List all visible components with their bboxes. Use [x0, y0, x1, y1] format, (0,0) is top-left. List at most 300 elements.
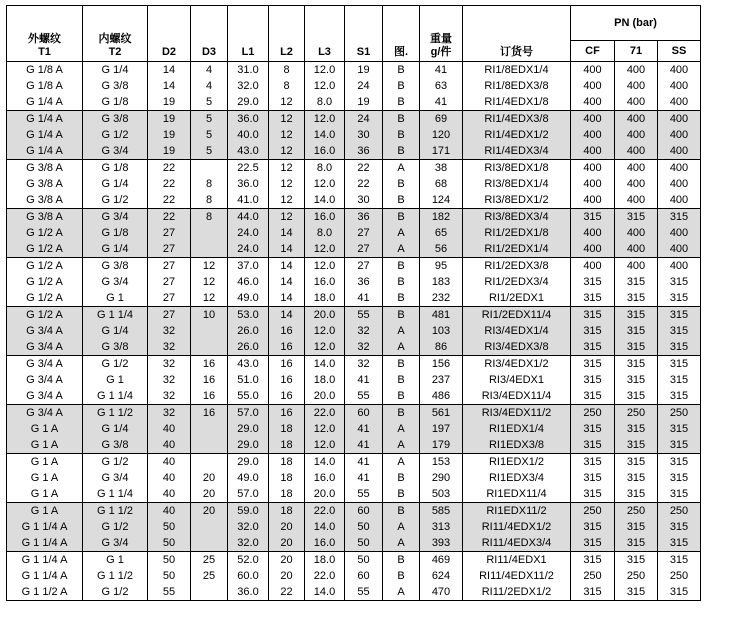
cell-d2: 27 [148, 290, 191, 307]
cell-t2: G 1/4 [83, 176, 148, 192]
cell-s1: 41 [345, 454, 383, 471]
cell-pn-cf: 315 [571, 290, 615, 307]
cell-t1: G 1 A [7, 454, 83, 471]
cell-order-no: RI3/4EDX11/2 [463, 405, 571, 422]
cell-fig: B [383, 78, 420, 94]
cell-pn-ss: 250 [658, 405, 701, 422]
cell-d2: 14 [148, 62, 191, 79]
cell-l2: 18 [269, 486, 305, 503]
cell-pn-cf: 315 [571, 274, 615, 290]
cell-weight: 41 [420, 94, 463, 111]
cell-s1: 41 [345, 470, 383, 486]
cell-fig: A [383, 323, 420, 339]
cell-fig: A [383, 339, 420, 356]
table-row [7, 421, 701, 437]
col-header-cf: CF [571, 41, 615, 62]
cell-pn-cf: 315 [571, 339, 615, 356]
table-row [7, 241, 701, 258]
cell-s1: 32 [345, 356, 383, 373]
cell-l3: 20.0 [305, 486, 345, 503]
cell-pn-ss: 315 [658, 519, 701, 535]
cell-l1: 57.0 [228, 486, 269, 503]
cell-d2: 22 [148, 192, 191, 209]
cell-fig: B [383, 372, 420, 388]
cell-pn-cf: 315 [571, 421, 615, 437]
cell-pn-71: 315 [615, 356, 658, 373]
cell-order-no: RI1/8EDX1/4 [463, 62, 571, 79]
cell-d2: 32 [148, 388, 191, 405]
cell-weight: 86 [420, 339, 463, 356]
cell-d3: 12 [191, 274, 228, 290]
cell-t2: G 1 1/2 [83, 568, 148, 584]
cell-fig: A [383, 225, 420, 241]
cell-t2: G 1/8 [83, 160, 148, 177]
cell-fig: B [383, 192, 420, 209]
cell-t1: G 3/4 A [7, 405, 83, 422]
cell-t1: G 3/4 A [7, 356, 83, 373]
cell-order-no: RI1/2EDX1 [463, 290, 571, 307]
cell-s1: 32 [345, 339, 383, 356]
cell-order-no: RI3/8EDX1/4 [463, 176, 571, 192]
cell-weight: 232 [420, 290, 463, 307]
cell-l3: 22.0 [305, 405, 345, 422]
cell-weight: 486 [420, 388, 463, 405]
cell-pn-cf: 315 [571, 535, 615, 552]
cell-t2: G 1 [83, 372, 148, 388]
cell-pn-cf: 400 [571, 176, 615, 192]
cell-d2: 32 [148, 405, 191, 422]
cell-t1: G 3/4 A [7, 388, 83, 405]
cell-t2: G 1/8 [83, 225, 148, 241]
cell-s1: 30 [345, 127, 383, 143]
cell-s1: 41 [345, 437, 383, 454]
cell-pn-ss: 315 [658, 486, 701, 503]
table-row [7, 470, 701, 486]
table-row [7, 535, 701, 552]
cell-t2: G 1 1/4 [83, 388, 148, 405]
cell-l1: 29.0 [228, 94, 269, 111]
cell-l2: 12 [269, 143, 305, 160]
cell-l3: 8.0 [305, 160, 345, 177]
cell-d2: 32 [148, 372, 191, 388]
cell-pn-71: 315 [615, 290, 658, 307]
cell-t2: G 3/8 [83, 339, 148, 356]
col-header-weight-line2: g/件 [430, 46, 452, 58]
cell-l1: 29.0 [228, 437, 269, 454]
cell-pn-ss: 315 [658, 470, 701, 486]
cell-t1: G 1/2 A [7, 241, 83, 258]
cell-weight: 393 [420, 535, 463, 552]
cell-pn-ss: 250 [658, 503, 701, 520]
cell-t2: G 1/4 [83, 62, 148, 79]
table-row [7, 258, 701, 275]
cell-pn-cf: 315 [571, 209, 615, 226]
cell-pn-ss: 400 [658, 127, 701, 143]
cell-pn-71: 400 [615, 225, 658, 241]
cell-pn-71: 315 [615, 209, 658, 226]
cell-t1: G 1/4 A [7, 94, 83, 111]
cell-d3 [191, 437, 228, 454]
cell-order-no: RI1/4EDX3/4 [463, 143, 571, 160]
cell-d3 [191, 225, 228, 241]
cell-l2: 16 [269, 388, 305, 405]
cell-t1: G 3/4 A [7, 339, 83, 356]
cell-s1: 30 [345, 192, 383, 209]
cell-l3: 16.0 [305, 209, 345, 226]
cell-s1: 27 [345, 241, 383, 258]
cell-l2: 12 [269, 94, 305, 111]
cell-weight: 179 [420, 437, 463, 454]
cell-l2: 20 [269, 535, 305, 552]
cell-s1: 19 [345, 94, 383, 111]
cell-d3 [191, 584, 228, 601]
cell-order-no: RI3/8EDX3/4 [463, 209, 571, 226]
cell-weight: 124 [420, 192, 463, 209]
cell-pn-cf: 400 [571, 127, 615, 143]
cell-t2: G 1/8 [83, 94, 148, 111]
cell-fig: B [383, 503, 420, 520]
cell-weight: 95 [420, 258, 463, 275]
cell-l3: 18.0 [305, 372, 345, 388]
cell-pn-ss: 315 [658, 552, 701, 569]
cell-fig: B [383, 356, 420, 373]
cell-t2: G 1/2 [83, 356, 148, 373]
cell-pn-ss: 400 [658, 192, 701, 209]
table-row [7, 503, 701, 520]
cell-order-no: RI1/2EDX1/4 [463, 241, 571, 258]
cell-t2: G 1/2 [83, 454, 148, 471]
cell-d3: 16 [191, 388, 228, 405]
cell-l1: 36.0 [228, 176, 269, 192]
cell-d3: 10 [191, 307, 228, 324]
cell-t2: G 1/4 [83, 323, 148, 339]
cell-t2: G 3/4 [83, 143, 148, 160]
cell-l2: 16 [269, 339, 305, 356]
cell-l3: 12.0 [305, 258, 345, 275]
cell-t1: G 1 1/2 A [7, 584, 83, 601]
cell-l3: 12.0 [305, 421, 345, 437]
cell-l2: 14 [269, 258, 305, 275]
cell-l3: 12.0 [305, 323, 345, 339]
cell-t2: G 1 1/2 [83, 405, 148, 422]
col-header-t1-line1: 外螺纹 [28, 33, 61, 45]
table-row [7, 290, 701, 307]
cell-d3: 25 [191, 552, 228, 569]
cell-pn-ss: 250 [658, 568, 701, 584]
cell-l3: 16.0 [305, 274, 345, 290]
cell-l1: 49.0 [228, 470, 269, 486]
cell-order-no: RI1EDX1/2 [463, 454, 571, 471]
cell-d3: 20 [191, 486, 228, 503]
cell-fig: B [383, 568, 420, 584]
cell-d2: 27 [148, 274, 191, 290]
cell-order-no: RI3/4EDX1/2 [463, 356, 571, 373]
cell-order-no: RI1/2EDX1/8 [463, 225, 571, 241]
cell-pn-ss: 400 [658, 176, 701, 192]
cell-d3: 12 [191, 290, 228, 307]
cell-pn-ss: 315 [658, 372, 701, 388]
cell-d3: 16 [191, 356, 228, 373]
cell-t1: G 1/2 A [7, 290, 83, 307]
cell-l3: 18.0 [305, 290, 345, 307]
cell-fig: B [383, 274, 420, 290]
cell-l3: 12.0 [305, 78, 345, 94]
cell-l2: 14 [269, 290, 305, 307]
cell-pn-ss: 315 [658, 323, 701, 339]
cell-l3: 14.0 [305, 127, 345, 143]
cell-t2: G 1 [83, 290, 148, 307]
cell-d3 [191, 454, 228, 471]
cell-weight: 470 [420, 584, 463, 601]
cell-pn-71: 315 [615, 519, 658, 535]
cell-d3 [191, 160, 228, 177]
cell-s1: 50 [345, 552, 383, 569]
cell-d2: 40 [148, 486, 191, 503]
cell-l2: 20 [269, 552, 305, 569]
cell-pn-ss: 400 [658, 62, 701, 79]
col-header-t2 [83, 6, 148, 62]
cell-s1: 50 [345, 519, 383, 535]
cell-l2: 14 [269, 274, 305, 290]
col-header-weight-line1: 重量 [430, 33, 452, 45]
table-row [7, 437, 701, 454]
cell-pn-71: 315 [615, 470, 658, 486]
cell-weight: 65 [420, 225, 463, 241]
cell-fig: B [383, 143, 420, 160]
cell-pn-cf: 315 [571, 323, 615, 339]
cell-l1: 40.0 [228, 127, 269, 143]
cell-pn-cf: 315 [571, 356, 615, 373]
cell-l1: 29.0 [228, 454, 269, 471]
cell-d3: 5 [191, 111, 228, 128]
cell-d2: 50 [148, 568, 191, 584]
cell-pn-ss: 315 [658, 437, 701, 454]
cell-pn-cf: 400 [571, 225, 615, 241]
cell-weight: 624 [420, 568, 463, 584]
cell-s1: 27 [345, 225, 383, 241]
cell-fig: B [383, 405, 420, 422]
cell-t2: G 1/2 [83, 519, 148, 535]
cell-t1: G 1 1/4 A [7, 519, 83, 535]
cell-t2: G 3/4 [83, 470, 148, 486]
cell-l1: 53.0 [228, 307, 269, 324]
cell-order-no: RI1/2EDX11/4 [463, 307, 571, 324]
cell-fig: A [383, 421, 420, 437]
cell-weight: 63 [420, 78, 463, 94]
cell-weight: 290 [420, 470, 463, 486]
cell-l2: 12 [269, 160, 305, 177]
cell-l3: 14.0 [305, 192, 345, 209]
cell-s1: 36 [345, 274, 383, 290]
cell-weight: 237 [420, 372, 463, 388]
cell-d3: 8 [191, 192, 228, 209]
cell-pn-ss: 400 [658, 111, 701, 128]
table-row [7, 372, 701, 388]
cell-l2: 12 [269, 209, 305, 226]
cell-l2: 18 [269, 470, 305, 486]
cell-weight: 68 [420, 176, 463, 192]
table-row [7, 209, 701, 226]
cell-l2: 16 [269, 405, 305, 422]
cell-t2: G 3/8 [83, 258, 148, 275]
cell-l1: 51.0 [228, 372, 269, 388]
cell-l2: 18 [269, 437, 305, 454]
cell-pn-71: 315 [615, 307, 658, 324]
cell-l3: 22.0 [305, 503, 345, 520]
cell-pn-71: 250 [615, 503, 658, 520]
cell-pn-ss: 400 [658, 78, 701, 94]
cell-pn-71: 250 [615, 405, 658, 422]
cell-l1: 22.5 [228, 160, 269, 177]
cell-order-no: RI3/8EDX1/8 [463, 160, 571, 177]
table-row [7, 62, 701, 79]
cell-fig: B [383, 552, 420, 569]
cell-t1: G 3/8 A [7, 176, 83, 192]
cell-t1: G 1 A [7, 486, 83, 503]
cell-t2: G 3/4 [83, 209, 148, 226]
cell-t2: G 1 1/2 [83, 503, 148, 520]
table-row [7, 94, 701, 111]
cell-order-no: RI3/8EDX1/2 [463, 192, 571, 209]
table-row [7, 160, 701, 177]
cell-d3: 8 [191, 209, 228, 226]
cell-pn-71: 400 [615, 62, 658, 79]
cell-pn-ss: 315 [658, 274, 701, 290]
col-header-d3: D3 [191, 6, 228, 62]
cell-pn-ss: 315 [658, 584, 701, 601]
cell-fig: A [383, 241, 420, 258]
cell-l3: 12.0 [305, 339, 345, 356]
cell-weight: 313 [420, 519, 463, 535]
cell-pn-71: 315 [615, 437, 658, 454]
cell-order-no: RI1EDX3/8 [463, 437, 571, 454]
table-row [7, 405, 701, 422]
cell-l2: 12 [269, 127, 305, 143]
cell-t1: G 1/4 A [7, 111, 83, 128]
col-header-order-no: 订货号 [463, 6, 571, 62]
cell-pn-71: 315 [615, 552, 658, 569]
cell-d2: 50 [148, 552, 191, 569]
cell-fig: B [383, 94, 420, 111]
cell-s1: 41 [345, 372, 383, 388]
cell-t1: G 1/2 A [7, 307, 83, 324]
cell-weight: 585 [420, 503, 463, 520]
cell-d3 [191, 339, 228, 356]
cell-fig: B [383, 486, 420, 503]
cell-order-no: RI1/2EDX3/4 [463, 274, 571, 290]
cell-pn-cf: 315 [571, 307, 615, 324]
cell-order-no: RI1/4EDX1/8 [463, 94, 571, 111]
cell-l2: 18 [269, 454, 305, 471]
cell-d2: 50 [148, 519, 191, 535]
table-row [7, 127, 701, 143]
cell-l1: 43.0 [228, 356, 269, 373]
cell-l1: 36.0 [228, 584, 269, 601]
cell-d3: 16 [191, 372, 228, 388]
cell-pn-71: 250 [615, 568, 658, 584]
cell-s1: 22 [345, 160, 383, 177]
cell-weight: 41 [420, 62, 463, 79]
cell-l3: 16.0 [305, 470, 345, 486]
cell-l2: 14 [269, 241, 305, 258]
cell-l2: 20 [269, 519, 305, 535]
cell-order-no: RI3/4EDX11/4 [463, 388, 571, 405]
cell-l3: 8.0 [305, 94, 345, 111]
cell-pn-ss: 315 [658, 356, 701, 373]
cell-l3: 16.0 [305, 535, 345, 552]
cell-d2: 19 [148, 94, 191, 111]
cell-t1: G 3/4 A [7, 372, 83, 388]
cell-s1: 22 [345, 176, 383, 192]
cell-pn-71: 400 [615, 176, 658, 192]
cell-l2: 14 [269, 307, 305, 324]
cell-pn-ss: 315 [658, 388, 701, 405]
cell-s1: 60 [345, 405, 383, 422]
col-header-weight [420, 6, 463, 62]
cell-order-no: RI11/4EDX3/4 [463, 535, 571, 552]
cell-fig: B [383, 111, 420, 128]
cell-order-no: RI11/4EDX1 [463, 552, 571, 569]
cell-order-no: RI11/2EDX1/2 [463, 584, 571, 601]
cell-l3: 14.0 [305, 454, 345, 471]
cell-l1: 60.0 [228, 568, 269, 584]
cell-weight: 69 [420, 111, 463, 128]
cell-pn-cf: 315 [571, 519, 615, 535]
cell-fig: A [383, 454, 420, 471]
cell-l1: 41.0 [228, 192, 269, 209]
cell-l1: 31.0 [228, 62, 269, 79]
cell-t1: G 1/8 A [7, 78, 83, 94]
cell-pn-ss: 400 [658, 160, 701, 177]
cell-l1: 49.0 [228, 290, 269, 307]
cell-fig: A [383, 437, 420, 454]
cell-d3: 16 [191, 405, 228, 422]
cell-d2: 27 [148, 307, 191, 324]
cell-d3: 12 [191, 258, 228, 275]
cell-pn-ss: 315 [658, 339, 701, 356]
cell-pn-cf: 315 [571, 372, 615, 388]
cell-t2: G 3/8 [83, 111, 148, 128]
cell-fig: B [383, 388, 420, 405]
cell-pn-ss: 315 [658, 535, 701, 552]
cell-s1: 24 [345, 78, 383, 94]
cell-s1: 55 [345, 584, 383, 601]
cell-t2: G 1/2 [83, 192, 148, 209]
table-row [7, 568, 701, 584]
cell-order-no: RI3/4EDX3/8 [463, 339, 571, 356]
cell-t2: G 1/4 [83, 241, 148, 258]
cell-order-no: RI1/4EDX1/2 [463, 127, 571, 143]
cell-pn-71: 315 [615, 486, 658, 503]
cell-pn-71: 315 [615, 421, 658, 437]
cell-pn-71: 315 [615, 388, 658, 405]
cell-d3: 20 [191, 470, 228, 486]
cell-l2: 14 [269, 225, 305, 241]
cell-t1: G 1 1/4 A [7, 552, 83, 569]
cell-l1: 32.0 [228, 519, 269, 535]
cell-t2: G 1/2 [83, 127, 148, 143]
cell-t1: G 3/4 A [7, 323, 83, 339]
col-header-l1: L1 [228, 6, 269, 62]
col-header-t1 [7, 6, 83, 62]
cell-d2: 40 [148, 437, 191, 454]
cell-s1: 27 [345, 258, 383, 275]
cell-d2: 22 [148, 176, 191, 192]
cell-pn-71: 315 [615, 274, 658, 290]
cell-l3: 12.0 [305, 62, 345, 79]
cell-fig: A [383, 160, 420, 177]
cell-fig: B [383, 209, 420, 226]
